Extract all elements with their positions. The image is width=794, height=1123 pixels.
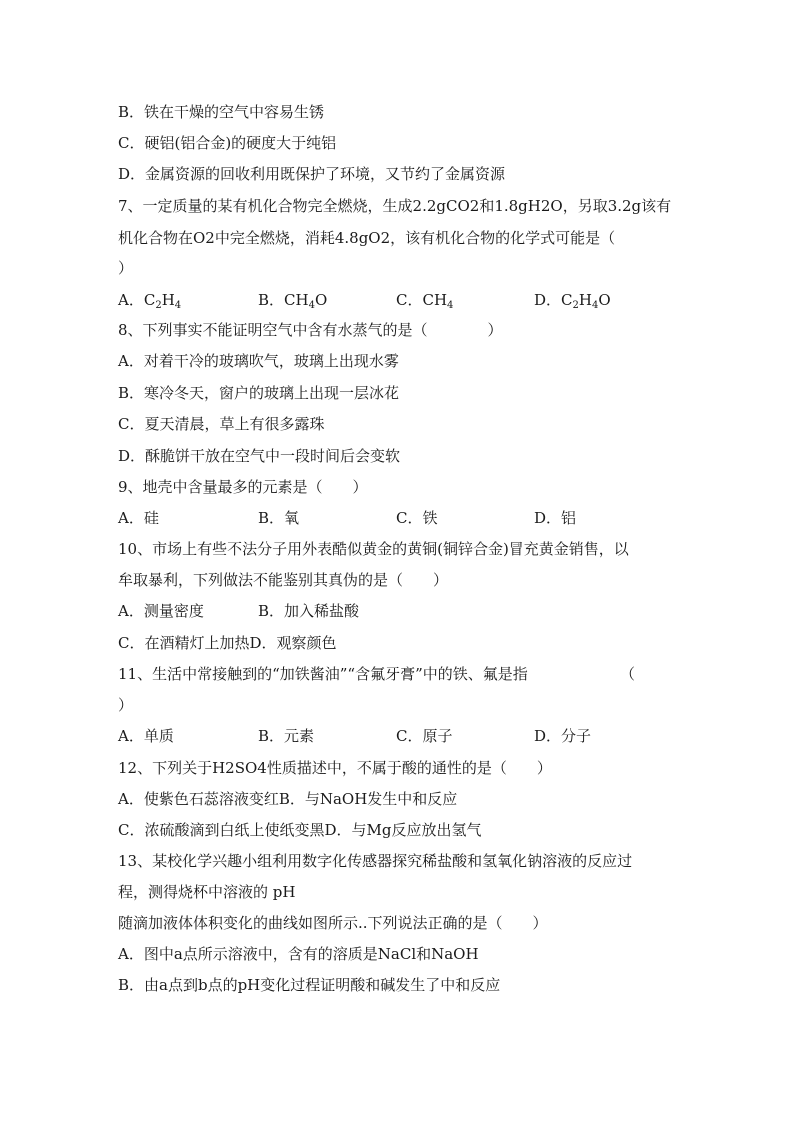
q6-option-c: C．硬铝(铝合金)的硬度大于纯铝 [118, 134, 337, 152]
q12-options-cd: C．浓硫酸滴到白纸上使纸变黑D．与Mg反应放出氢气 [118, 821, 482, 839]
q13-option-a: A．图中a点所示溶液中，含有的溶质是NaCl和NaOH [118, 945, 479, 963]
q7-option-d: D．$C_2H_4O$ [534, 291, 611, 311]
q11-stem-line-2: ） [118, 696, 134, 714]
q12-stem: 12、下列关于H2SO4性质描述中，不属于酸的通性的是（ ） [118, 759, 552, 777]
q9-option-d: D．铝 [534, 509, 577, 527]
q8-option-b: B．寒冷冬天，窗户的玻璃上出现一层冰花 [118, 384, 400, 402]
q11-stem-paren: （ [620, 665, 636, 683]
q8-option-d: D．酥脆饼干放在空气中一段时间后会变软 [118, 447, 401, 465]
q11-option-a: A．单质 [118, 727, 174, 745]
q8-option-a: A．对着干冷的玻璃吹气，玻璃上出现水雾 [118, 352, 399, 370]
q6-option-b: B．铁在干燥的空气中容易生锈 [118, 103, 325, 121]
q10-stem-line-2: 牟取暴利，下列做法不能鉴别其真伪的是（ ） [118, 571, 449, 589]
q7-stem-line-3: ） [118, 259, 134, 277]
q11-option-c: C．原子 [396, 727, 453, 745]
q13-stem-line-1: 13、某校化学兴趣小组利用数字化传感器探究稀盐酸和氢氧化钠溶液的反应过 [118, 852, 633, 870]
q13-stem-line-3: 随滴加液体体积变化的曲线如图所示..下列说法正确的是（ ） [118, 914, 548, 932]
q11-option-d: D．分子 [534, 727, 592, 745]
q9-stem: 9、地壳中含量最多的元素是（ ） [118, 478, 368, 496]
q6-option-d: D．金属资源的回收利用既保护了环境，又节约了金属资源 [118, 165, 506, 183]
q12-options-ab: A．使紫色石蕊溶液变红B．与NaOH发生中和反应 [118, 790, 458, 808]
q7-stem-line-2: 机化合物在O2中完全燃烧，消耗4.8gO2，该有机化合物的化学式可能是（ [118, 229, 616, 247]
q10-option-b: B．加入稀盐酸 [258, 602, 360, 620]
q9-option-c: C．铁 [396, 509, 438, 527]
q8-stem: 8、下列事实不能证明空气中含有水蒸气的是（ ） [118, 321, 503, 339]
q10-stem-line-1: 10、市场上有些不法分子用外表酷似黄金的黄铜(铜锌合金)冒充黄金销售，以 [118, 540, 629, 558]
q10-option-a: A．测量密度 [118, 602, 204, 620]
q13-option-b: B．由a点到b点的pH变化过程证明酸和碱发生了中和反应 [118, 976, 501, 994]
q9-option-b: B．氧 [258, 509, 300, 527]
q9-option-a: A．硅 [118, 509, 159, 527]
q7-stem-line-1: 7、一定质量的某有机化合物完全燃烧，生成2.2gCO2和1.8gH2O，另取3.2g该有 [118, 197, 672, 215]
q7-option-c: C．$CH_4$ [396, 291, 454, 311]
q11-stem-line-1: 11、生活中常接触到的“加铁酱油”“含氟牙膏”中的铁、氟是指 [118, 665, 528, 683]
q7-option-b: B．$CH_4O$ [258, 291, 328, 311]
q10-options-cd: C．在酒精灯上加热D．观察颜色 [118, 634, 337, 652]
q11-option-b: B．元素 [258, 727, 315, 745]
q13-stem-line-2: 程，测得烧杯中溶液的 pH [118, 883, 296, 901]
q8-option-c: C．夏天清晨，草上有很多露珠 [118, 415, 325, 433]
q7-option-a: A．$C_2H_4$ [118, 291, 182, 311]
